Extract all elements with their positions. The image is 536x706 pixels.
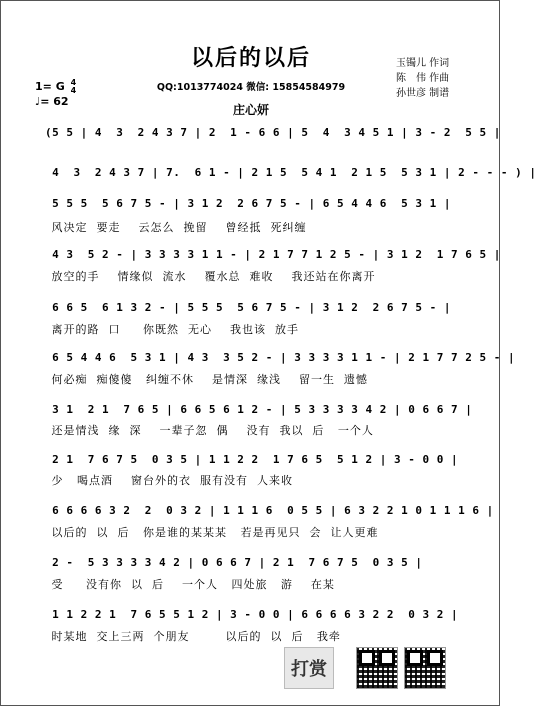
notation-line: 6 6 5 6 1 3 2 - | 5 5 5 5 6 7 5 - | 3 1 2 2 6 7 5 - | xyxy=(45,301,451,314)
time-top: 4 xyxy=(70,78,77,87)
credits xyxy=(396,56,449,101)
lyric-line: 少 喝点酒 窗台外的衣 服有没有 人来收 xyxy=(47,474,293,487)
reward-button[interactable]: 打赏 xyxy=(284,647,334,689)
notation-line: 2 1 7 6 7 5 0 3 5 | 1 1 2 2 1 7 6 5 5 1 2 | 3 - 0 0 | xyxy=(45,453,459,466)
lyric-line: 时某地 交上三两 个朋友 以后的 以 后 我牵 xyxy=(47,630,341,643)
notation-line: 1 1 2 2 1 7 6 5 5 1 2 | 3 - 0 0 | 6 6 6 6 3 2 2 0 3 2 | xyxy=(45,608,459,621)
notation-line: 4 3 5 2 - | 3 3 3 3 1 1 - | 2 1 7 7 1 2 5 - | 3 1 2 1 7 6 5 | xyxy=(45,248,501,261)
notation-line: (5 5 | 4 3 2 4 3 7 | 2 1 - 6 6 | 5 4 3 4 5 1 | 3 - 2 5 5 | xyxy=(45,126,501,139)
singer-name: 庄心妍 xyxy=(232,103,269,117)
lyric-line: 以后的 以 后 你是谁的某某某 若是再见只 会 让人更难 xyxy=(47,526,379,539)
qr-code-icon xyxy=(404,647,446,689)
qr-code-icon xyxy=(356,647,398,689)
lyricist-credit: 玉镯儿 作词 xyxy=(396,58,450,69)
lyric-line: 离开的路 口 你既然 无心 我也该 放手 xyxy=(47,323,299,336)
lyric-line: 受 没有你 以 后 一个人 四处旅 游 在某 xyxy=(47,578,335,591)
time-bottom: 4 xyxy=(70,86,77,95)
notation-line: 2 - 5 3 3 3 3 4 2 | 0 6 6 7 | 2 1 7 6 7 5 0 3 5 | xyxy=(45,556,423,569)
lyric-line: 风决定 要走 云怎么 挽留 曾经抵 死纠缠 xyxy=(47,221,307,234)
lyric-line: 放空的手 情缘似 流水 覆水总 难收 我还站在你离开 xyxy=(47,270,376,283)
notation-line: 5 5 5 5 6 7 5 - | 3 1 2 2 6 7 5 - | 6 5 4 4 6 5 3 1 | xyxy=(45,197,451,210)
arranger-credit: 孙世彦 制谱 xyxy=(396,88,450,99)
notation-line: 4 3 2 4 3 7 | 7. 6 1 - | 2 1 5 5 4 1 2 1 5 5 3 1 | 2 - - - ) | xyxy=(45,166,536,179)
tempo: ♩= 62 xyxy=(35,95,69,108)
notation-line: 6 5 4 4 6 5 3 1 | 4 3 3 5 2 - | 3 3 3 3 1 1 - | 2 1 7 7 2 5 - | xyxy=(45,351,516,364)
lyric-line: 何必痴 痴傻傻 纠缠不休 是情深 缘浅 留一生 遗憾 xyxy=(47,373,368,386)
notation-line: 6 6 6 6 3 2 2 0 3 2 | 1 1 1 6 0 5 5 | 6 3 2 2 1 0 1 1 1 6 | xyxy=(45,504,494,517)
notation-line: 3 1 2 1 7 6 5 | 6 6 5 6 1 2 - | 5 3 3 3 3 4 2 | 0 6 6 7 | xyxy=(45,403,473,416)
composer-credit: 陈 伟 作曲 xyxy=(396,73,450,84)
tonality: 1= G xyxy=(35,80,65,93)
song-title: 以后的以后 xyxy=(190,46,311,71)
contact-info: QQ:1013774024 微信: 15854584979 xyxy=(156,82,346,93)
time-signature xyxy=(71,79,77,95)
lyric-line: 还是情浅 缘 深 一辈子忽 偶 没有 我以 后 一个人 xyxy=(47,424,374,437)
